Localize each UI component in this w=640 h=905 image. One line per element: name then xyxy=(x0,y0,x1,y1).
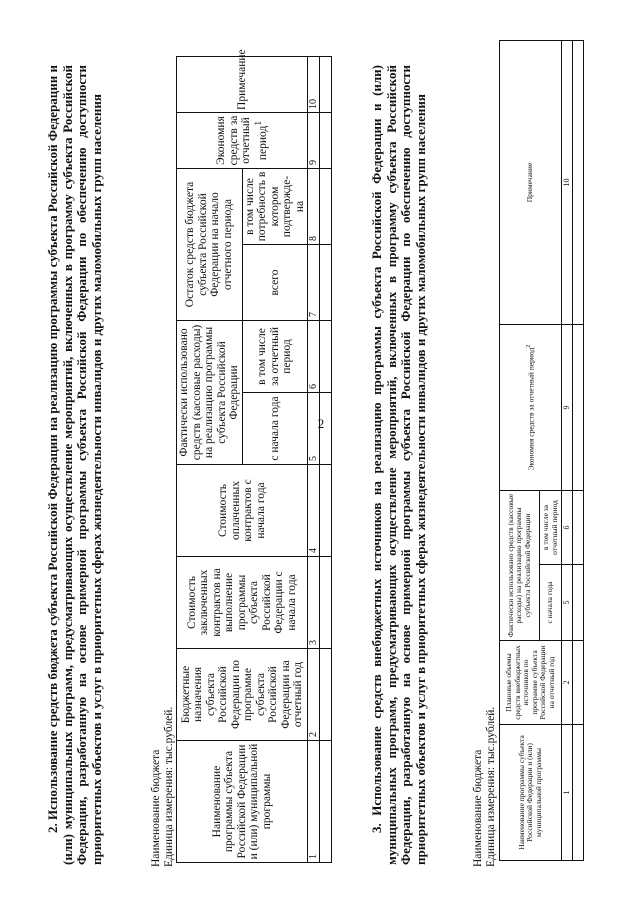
column-number: 3 xyxy=(308,557,320,649)
col-contracts-paid-header: Стоимость оплаченных контрактов с начала года xyxy=(177,465,308,557)
column-number: 4 xyxy=(308,465,320,557)
col-balance-confirmed-header: в том числе потребность в котором подтвержде-на xyxy=(242,168,308,244)
col-note-header: Примечание xyxy=(177,56,308,112)
column-number: 10 xyxy=(308,56,320,112)
col-note-header: Примечание xyxy=(500,40,562,324)
column-numbers-row xyxy=(308,56,320,862)
section2-table xyxy=(176,49,332,863)
section3-heading xyxy=(370,65,428,865)
page-number: 2 xyxy=(317,416,325,431)
group-balance-header: Остаток средств бюджета субъекта Российской Федерации на начало отчетного периода xyxy=(177,168,243,320)
section2-title: Использование средств бюджета субъекта Российской Федерации на реализацию программы субъекта Российской Федерации и (или) муниципальных программ, предусматривающих осуществление мероприятий, включенных в программу субъекта Российской Федерации, разработанную на основе примерной программы субъекта Российской Федерации по обеспечению доступности приоритетных объектов и услуг в приоритетных сферах жизнедеятельности инвалидов и других маломобильных групп населения xyxy=(45,65,104,865)
section2-unit: Единица измерения: тыс.рублей. xyxy=(163,706,175,867)
group-actual-spending-header: Фактически использовано средств (кассовые расходы) на реализацию программы субъекта Российской Федерации xyxy=(177,320,243,464)
col-planned-volume-header: Плановые объемы средств внебюджетных источников по программе субъекта Российской Федерации на отчетный год xyxy=(500,641,562,725)
column-number: 9 xyxy=(308,112,320,168)
table-header-row xyxy=(177,56,243,862)
group-actual-spending-header: Фактически использовано средств (кассовые расходы) на реализацию программы субъекта Российской Федерации xyxy=(500,490,540,640)
rotated-page-content xyxy=(32,25,632,885)
column-number: 5 xyxy=(308,393,320,465)
column-number: 6 xyxy=(562,490,573,564)
column-numbers-row xyxy=(562,40,573,860)
section3-table xyxy=(499,40,584,861)
section3-unit: Единица измерения: тыс.рублей. xyxy=(485,706,497,867)
col-contracts-concluded-header: Стоимость заключенных контрактов на выполнение программы субъекта Российской Федерации с начала года xyxy=(177,557,308,649)
col-balance-total-header: всего xyxy=(242,244,308,320)
table-header-row xyxy=(500,40,540,860)
column-number: 8 xyxy=(308,168,320,244)
column-number: 2 xyxy=(562,641,573,725)
section3-budget-name: Наименование бюджета xyxy=(472,749,484,867)
column-number: 6 xyxy=(308,320,320,392)
section3-number: 3. xyxy=(369,823,384,833)
column-number: 2 xyxy=(308,649,320,741)
savings-footnote: 2 xyxy=(525,344,532,348)
section2-number: 2. xyxy=(45,823,60,833)
column-number: 1 xyxy=(562,725,573,861)
column-number: 7 xyxy=(308,244,320,320)
section3-title: Использование средств внебюджетных источников на реализацию программы субъекта Российской Федерации и (или) муниципальных программ, предусматривающих осуществление мероприятий, включенных в программу субъекта Российской Федерации, разработанную на основе примерной программы субъекта Российской Федерации по обеспечению доступности приоритетных объектов и услуг в приоритетных сферах жизнедеятельности инвалидов и других маломобильных групп населения xyxy=(369,64,428,865)
empty-data-row xyxy=(320,56,332,862)
section2-heading xyxy=(46,65,104,865)
col-since-year-start-header: с начала года xyxy=(540,565,562,641)
empty-data-row xyxy=(573,40,584,860)
col-program-name-header: Наименование программы субъекта Российской Федерации и (или) муниципальной программы xyxy=(500,725,562,861)
savings-label: Экономия средств за отчетный период xyxy=(526,347,536,471)
col-reporting-period-header: в том числе за отчетный период xyxy=(540,490,562,564)
col-program-name-header: Наименование программы субъекта Российской Федерации и (или) муниципальной программы xyxy=(177,741,308,863)
col-since-year-start-header: с начала года xyxy=(242,393,308,465)
column-number: 1 xyxy=(308,741,320,863)
savings-label: Экономия средств за отчетный период xyxy=(215,115,269,166)
column-number: 5 xyxy=(562,565,573,641)
col-savings-header xyxy=(177,112,308,168)
col-reporting-period-header: в том числе за отчетный период xyxy=(242,320,308,392)
col-budget-allocations-header: Бюджетные назначения субъекта Российской Федерации по программе субъекта Российской Федерации на отчетный год xyxy=(177,649,308,741)
savings-footnote: 1 xyxy=(252,120,264,126)
column-number: 9 xyxy=(562,324,573,490)
section2-budget-name: Наименование бюджета xyxy=(150,749,162,867)
col-savings-header xyxy=(500,324,562,490)
column-number: 10 xyxy=(562,40,573,324)
